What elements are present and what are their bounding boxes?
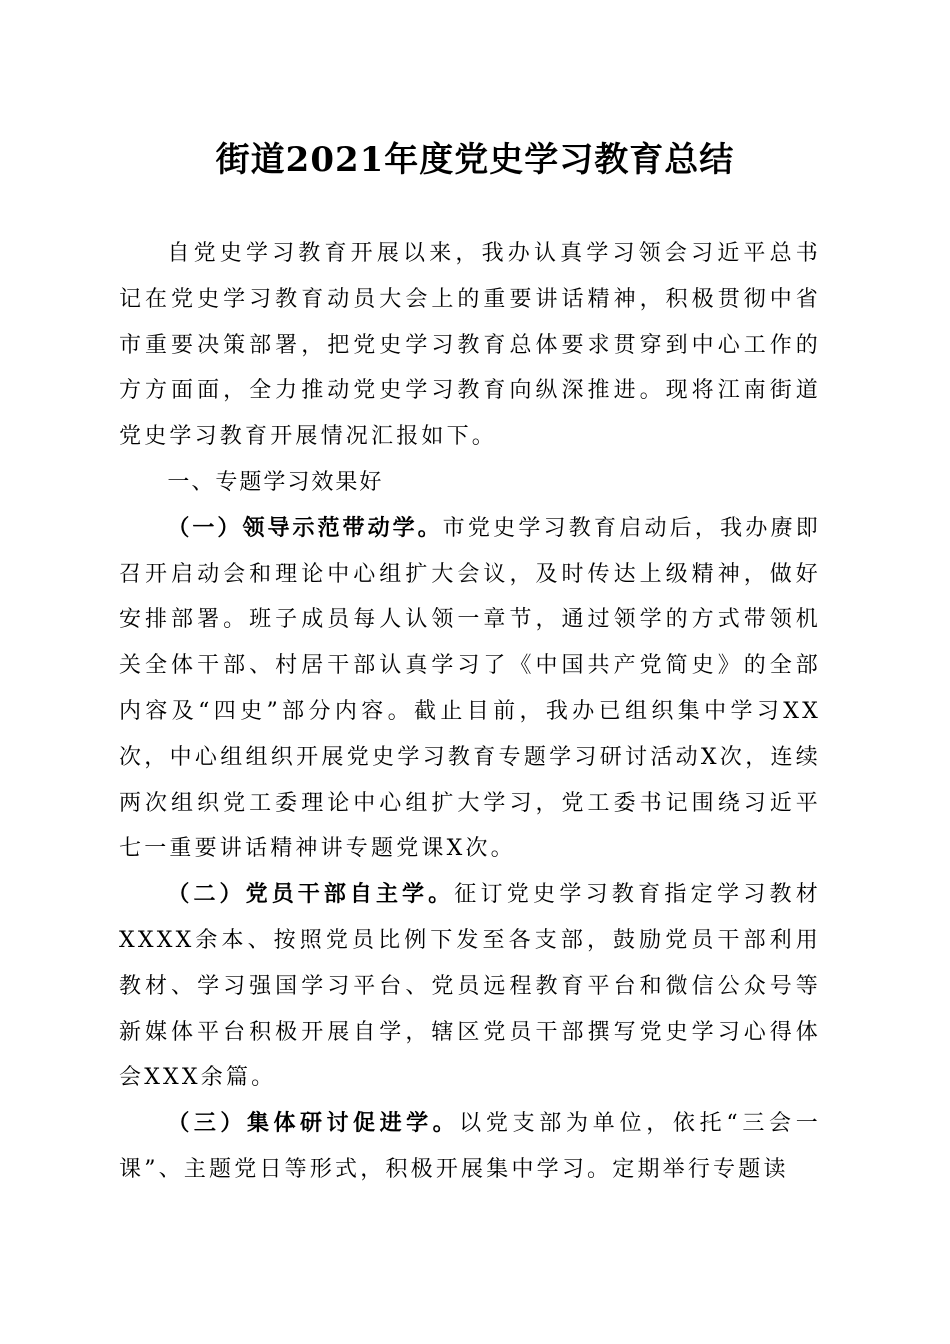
- list-item: [119, 872, 821, 1101]
- list-item: [119, 1101, 821, 1193]
- list-item: [119, 506, 821, 872]
- item-lead: （二）党员干部自主学。: [167, 882, 455, 908]
- document-body: [119, 231, 821, 1193]
- intro-paragraph: 自党史学习教育开展以来，我办认真学习领会习近平总书记在党史学习教育动员大会上的重要讲话精神，积极贯彻中省市重要决策部署，把党史学习教育总体要求贯穿到中心工作的方方面面，全力推动党史学习教育向纵深推进。现将江南街道党史学习教育开展情况汇报如下。: [119, 241, 821, 450]
- item-lead: （三）集体研讨促进学。: [167, 1111, 460, 1137]
- item-lead: （一）领导示范带动学。: [167, 515, 443, 541]
- item-text: 征订党史学习教育指定学习教材XXXX余本、按照党员比例下发至各支部，鼓励党员干部利用教材、学习强国学习平台、党员远程教育平台和微信公众号等新媒体平台积极开展自学，辖区党员干部撰写党史学习心得体会XXX余篇。: [119, 882, 821, 1091]
- item-text: 市党史学习教育启动后，我办赓即召开启动会和理论中心组扩大会议，及时传达上级精神，做好安排部署。班子成员每人认领一章节，通过领学的方式带领机关全体干部、村居干部认真学习了《中国共产党简史》的全部内容及“四史”部分内容。截止目前，我办已组织集中学习XX次，中心组组织开展党史学习教育专题学习研讨活动X次，连续两次组织党工委理论中心组扩大学习，党工委书记围绕习近平七一重要讲话精神讲专题党课X次。: [119, 515, 821, 862]
- document-title: 街道2021年度党史学习教育总结: [215, 140, 735, 180]
- section-heading: 一、专题学习效果好: [167, 469, 384, 495]
- item-text: 以党支部为单位，依托“三会一课”、主题党日等形式，积极开展集中学习。定期举行专题读: [119, 1111, 821, 1182]
